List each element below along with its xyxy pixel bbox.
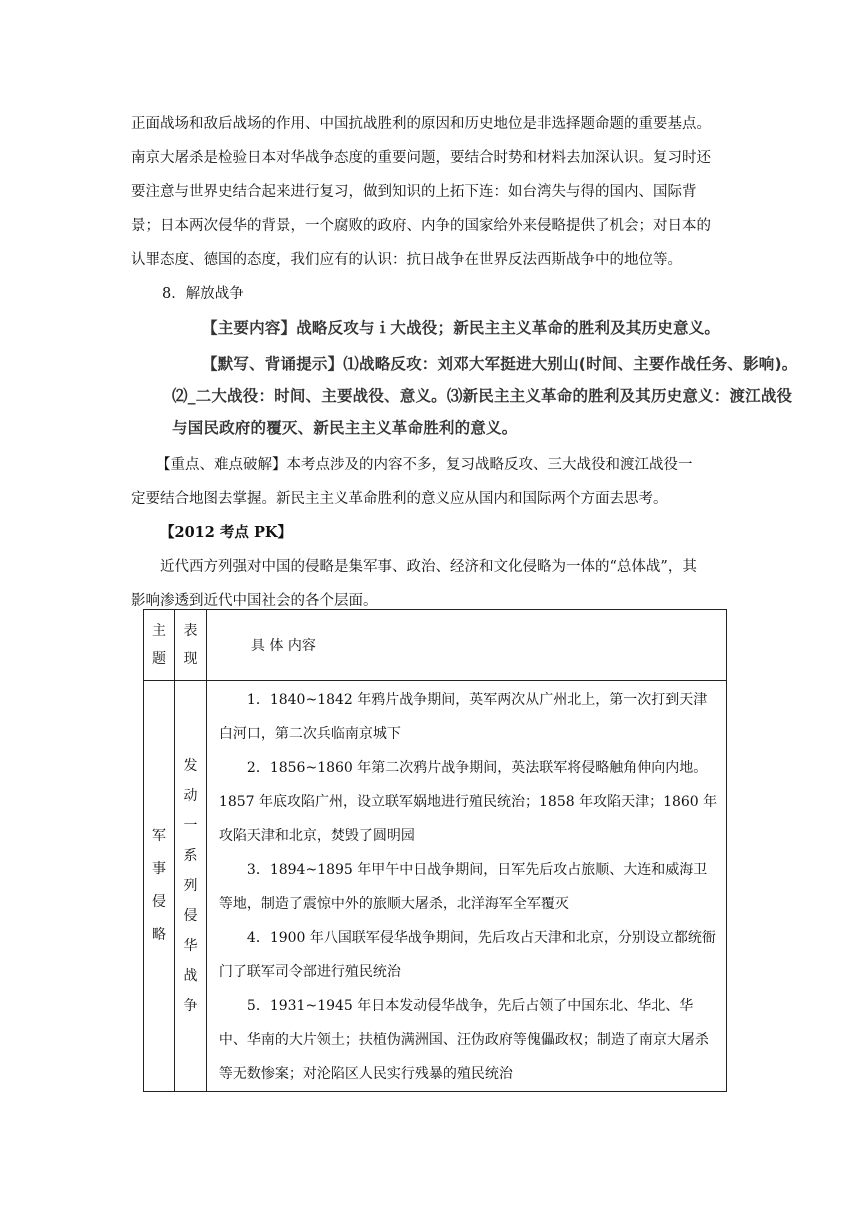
section-heading: 8．解放战争	[162, 286, 244, 302]
key-points-line-2: 定要结合地图去掌握。新民主主义革命胜利的意义应从国内和国际两个方面去思考。	[131, 491, 668, 507]
content-item-5: 5．1931~1945 年日本发动侵华战争，先后占领了中国东北、华北、华中、华南的大片领土；扶植伪满洲国、汪伪政府等傀儡政权；制造了南京大屠杀等无数惨案；对沦陷区人民实行残暴的殖民统治	[218, 998, 709, 1082]
header-manifest: 表现	[174, 610, 206, 681]
key-points-line-1: 【重点、难点破解】本考点涉及的内容不多，复习战略反攻、三大战役和渡江战役一	[156, 457, 693, 473]
content-item-4: 4．1900 年八国联军侵华战争期间，先后攻占天津和北京，分别设立都统衙门了联军司令部进行殖民统治	[218, 930, 716, 980]
row-theme: 军事侵略	[144, 681, 175, 1092]
pk-para-line-2: 影响渗透到近代中国社会的各个层面。	[131, 593, 378, 609]
header-content: 具 体 内容	[206, 610, 726, 681]
content-item-3: 3．1894~1895 年甲午中日战争期间，日军先后攻占旅顺、大连和威海卫等地，制造了震惊中外的旅顺大屠杀，北洋海军全军覆灭	[218, 862, 708, 912]
row-content	[206, 681, 726, 1092]
content-item-2: 2．1856~1860 年第二次鸦片战争期间，英法联军将侵略触角伸向内地。1857 年底攻陷广州，设立联军娲地进行殖民统治；1858 年攻陷天津；1860 年攻陷天津和北京，焚毁了圆明园	[218, 760, 718, 844]
intro-line-3: 要注意与世界史结合起来进行复习，做到知识的上拓下连：如台湾失与得的国内、国际背	[131, 184, 697, 200]
pk-heading: 【2012 考点 PK】	[160, 524, 292, 541]
intro-line-4: 景；日本两次侵华的背景，一个腐败的政府、内争的国家给外来侵略提供了机会；对日本的	[131, 218, 711, 234]
intro-line-1: 正面战场和敌后战场的作用、中国抗战胜利的原因和历史地位是非选择题命题的重要基点。	[131, 116, 711, 132]
intro-line-2: 南京大屠杀是检验日本对华战争态度的重要问题，要结合时势和材料去加深认识。复习时还	[131, 150, 711, 166]
table-header-row	[144, 610, 727, 681]
recite-line-2: ⑵_二大战役：时间、主要战役、意义。⑶新民主主义革命的胜利及其历史意义：渡江战役	[172, 387, 793, 405]
recite-line-1: 【默写、背诵提示】⑴战略反攻：刘邓大军挺进大别山(时间、主要作战任务、影响)。	[202, 355, 798, 373]
main-content-line: 【主要内容】战略反攻与ｉ大战役；新民主主义革命的胜利及其历史意义。	[202, 319, 721, 337]
row-manifest: 发动一系列侵华战争	[174, 681, 206, 1092]
header-theme: 主题	[144, 610, 175, 681]
intro-line-5: 认罪态度、德国的态度，我们应有的认识：抗日战争在世界反法西斯战争中的地位等。	[131, 252, 682, 268]
pk-para-line-1: 近代西方列强对中国的侵略是集军事、政治、经济和文化侵略为一体的“总体战”，其	[160, 559, 697, 575]
aggression-table	[143, 609, 727, 1092]
content-item-1: 1．1840~1842 年鸦片战争期间，英军两次从广州北上，第一次打到天津白河口，第二次兵临南京城下	[218, 692, 708, 742]
table-row	[144, 681, 727, 1092]
recite-line-3: 与国民政府的覆灭、新民主主义革命胜利的意义。	[172, 419, 518, 437]
